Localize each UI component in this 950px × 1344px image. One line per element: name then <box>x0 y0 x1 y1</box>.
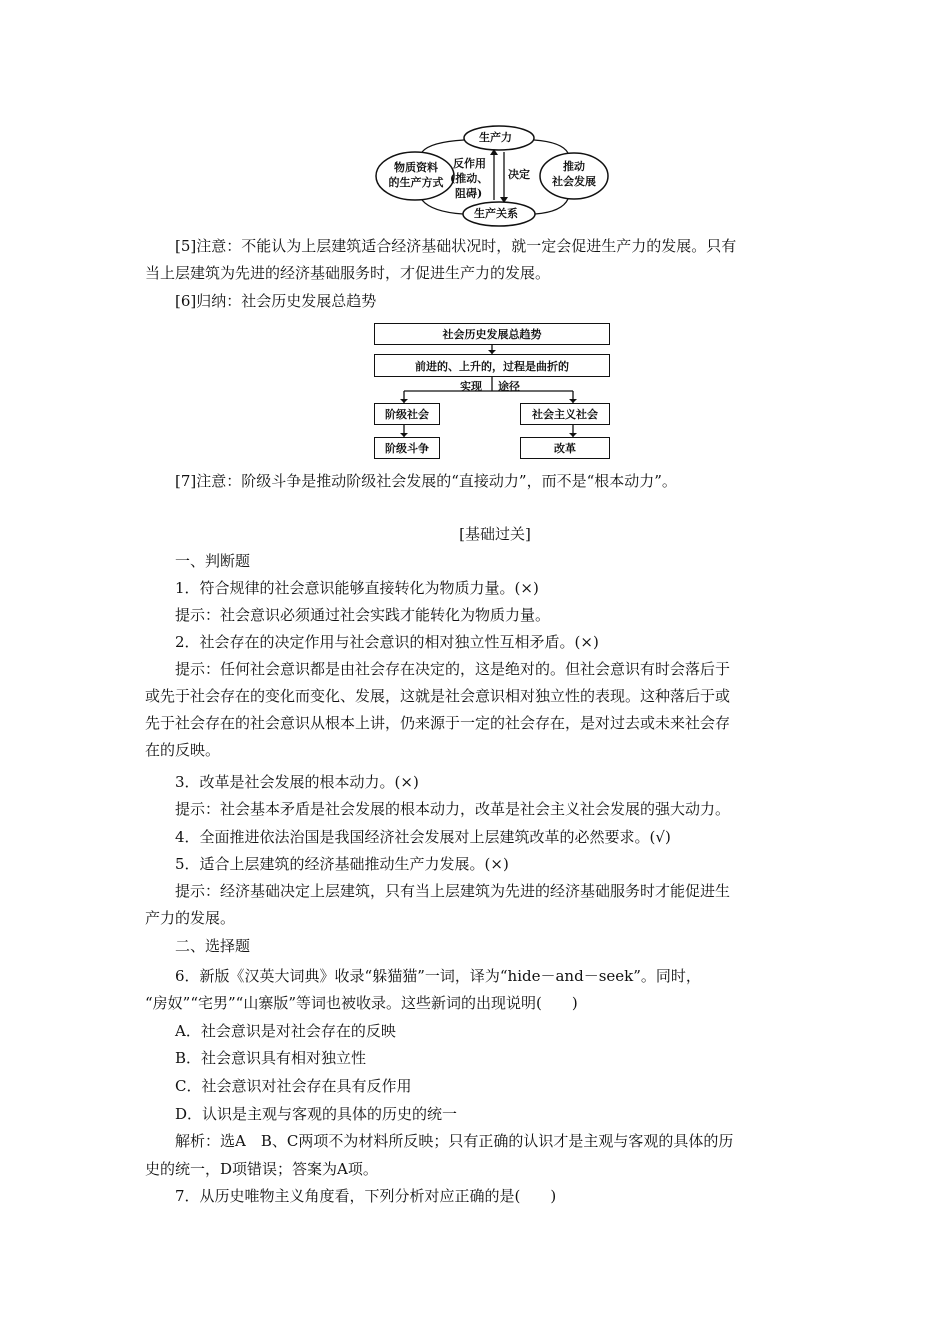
question-6-option-c: C．社会意识对社会存在具有反作用 <box>175 1077 412 1095</box>
productivity-cycle-diagram <box>370 122 610 232</box>
question-5-hint-line-1: 提示：经济基础决定上层建筑，只有当上层建筑为先进的经济基础服务时才能促进生 <box>175 882 731 900</box>
question-5-hint-line-2: 产力的发展。 <box>145 909 236 927</box>
part-1-heading: 一、判断题 <box>175 552 251 570</box>
section-title: [基础过关] <box>459 525 531 543</box>
question-3: 3．改革是社会发展的根本动力。(×) <box>175 773 419 791</box>
part-2-heading: 二、选择题 <box>175 937 251 955</box>
mode-of-production-line1: 物质资料 <box>394 161 438 174</box>
question-6-option-d: D．认识是主观与客观的具体的历史的统一 <box>175 1105 458 1123</box>
question-1-hint: 提示：社会意识必须通过社会实践才能转化为物质力量。 <box>175 606 551 624</box>
question-7: 7．从历史唯物主义角度看，下列分析对应正确的是( ) <box>175 1187 557 1205</box>
note-7: [7]注意：阶级斗争是推动阶级社会发展的“直接动力”，而不是“根本动力”。 <box>175 472 677 490</box>
productivity-label: 生产力 <box>479 131 512 144</box>
trend-process-box: 前进的、上升的，过程是曲折的 <box>374 354 610 377</box>
promote-society-line2: 社会发展 <box>552 175 596 188</box>
note-5-line-1: [5]注意：不能认为上层建筑适合经济基础状况时，就一定会促进生产力的发展。只有 <box>175 237 737 255</box>
class-society-box: 阶级社会 <box>374 403 440 425</box>
socialist-society-box: 社会主义社会 <box>520 403 610 425</box>
history-trend-diagram <box>368 318 614 466</box>
note-5-line-2: 当上层建筑为先进的经济基础服务时，才促进生产力的发展。 <box>145 264 551 282</box>
question-6-answer-line-1: 解析：选A B、C两项不为材料所反映；只有正确的认识才是主观与客观的具体的历 <box>175 1132 734 1150</box>
reaction-label-line1: 反作用 <box>453 157 486 170</box>
question-5: 5．适合上层建筑的经济基础推动生产力发展。(×) <box>175 855 509 873</box>
reform-box: 改革 <box>520 437 610 459</box>
question-6-line-1: 6．新版《汉英大词典》收录“躲猫猫”一词，译为“hide－and－seek”。同时， <box>175 967 701 985</box>
reaction-label-line2: (推动、 <box>450 172 489 185</box>
question-3-hint: 提示：社会基本矛盾是社会发展的根本动力，改革是社会主义社会发展的强大动力。 <box>175 800 731 818</box>
question-4: 4．全面推进依法治国是我国经济社会发展对上层建筑改革的必然要求。(√) <box>175 828 671 846</box>
mode-of-production-line2: 的生产方式 <box>388 176 444 189</box>
promote-society-line1: 推动 <box>563 160 585 173</box>
question-1: 1．符合规律的社会意识能够直接转化为物质力量。(×) <box>175 579 539 597</box>
question-6-answer-line-2: 史的统一，D项错误；答案为A项。 <box>145 1160 378 1178</box>
realize-label: 实现 <box>460 380 482 393</box>
question-2-hint-line-4: 在的反映。 <box>145 741 221 759</box>
decide-label: 决定 <box>508 168 530 181</box>
question-6-line-2: “房奴”“宅男”“山寨版”等词也被收录。这些新词的出现说明( ) <box>145 994 578 1012</box>
production-relations-label: 生产关系 <box>474 207 518 220</box>
question-2-hint-line-3: 先于社会存在的社会意识从根本上讲，仍来源于一定的社会存在，是对过去或未来社会存 <box>145 714 731 732</box>
reaction-label-line3: 阻碍) <box>455 187 483 200</box>
trend-title-box: 社会历史发展总趋势 <box>374 323 610 345</box>
question-6-option-b: B．社会意识具有相对独立性 <box>175 1049 367 1067</box>
path-label: 途径 <box>498 380 520 393</box>
question-2-hint-line-1: 提示：任何社会意识都是由社会存在决定的，这是绝对的。但社会意识有时会落后于 <box>175 660 731 678</box>
question-6-option-a: A．社会意识是对社会存在的反映 <box>175 1022 396 1040</box>
question-2-hint-line-2: 或先于社会存在的变化而变化、发展，这就是社会意识相对独立性的表现。这种落后于或 <box>145 687 731 705</box>
question-2: 2．社会存在的决定作用与社会意识的相对独立性互相矛盾。(×) <box>175 633 599 651</box>
class-struggle-box: 阶级斗争 <box>374 437 440 459</box>
note-6: [6]归纳：社会历史发展总趋势 <box>175 292 377 310</box>
